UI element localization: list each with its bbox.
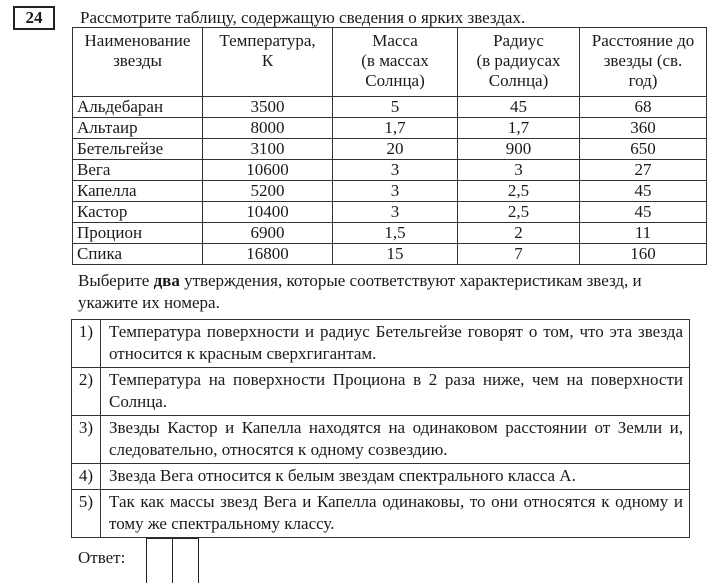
table-cell: 27 xyxy=(580,160,707,181)
answer-cell-2[interactable] xyxy=(172,538,199,583)
answer-label: Ответ: xyxy=(78,548,126,567)
table-cell: 3500 xyxy=(203,97,333,118)
column-header-line: К xyxy=(261,51,274,70)
table-cell: 3 xyxy=(333,160,458,181)
column-header-line: (в радиусах xyxy=(476,51,561,70)
column-header-line: год) xyxy=(628,71,658,90)
statements-table xyxy=(71,319,690,538)
table-row xyxy=(73,244,707,265)
column-header xyxy=(203,28,333,97)
statement-row xyxy=(72,490,690,538)
table-cell: 1,7 xyxy=(333,118,458,139)
column-header xyxy=(580,28,707,97)
statement-text: Звезда Вега относится к белым звездам спектрального класса А. xyxy=(101,464,690,490)
table-cell: 11 xyxy=(580,223,707,244)
table-row xyxy=(73,139,707,160)
star-name-cell: Вега xyxy=(73,160,203,181)
table-cell: 20 xyxy=(333,139,458,160)
statement-text: Температура на поверхности Проциона в 2 раза ниже, чем на поверхности Солнца. xyxy=(101,368,690,416)
table-cell: 45 xyxy=(458,97,580,118)
table-cell: 15 xyxy=(333,244,458,265)
star-name-cell: Капелла xyxy=(73,181,203,202)
statement-number: 1) xyxy=(72,320,101,368)
task-text-after: утверждения, которые соответствуют характеристикам звезд, и укажите их номера. xyxy=(78,271,642,312)
table-header-row xyxy=(73,28,707,97)
task-text-bold: два xyxy=(153,271,180,290)
star-name-cell: Бетельгейзе xyxy=(73,139,203,160)
table-cell: 2,5 xyxy=(458,181,580,202)
table-cell: 6900 xyxy=(203,223,333,244)
column-header-line: звезды (св. xyxy=(603,51,683,70)
column-header-line: Температура, xyxy=(219,31,316,50)
star-name-cell: Альтаир xyxy=(73,118,203,139)
star-name-cell: Альдебаран xyxy=(73,97,203,118)
table-cell: 10600 xyxy=(203,160,333,181)
column-header-line: Солнца) xyxy=(365,71,425,90)
table-cell: 5200 xyxy=(203,181,333,202)
star-name-cell: Кастор xyxy=(73,202,203,223)
table-cell: 16800 xyxy=(203,244,333,265)
statement-row xyxy=(72,368,690,416)
statement-text: Звезды Кастор и Капелла находятся на одинаковом расстоянии от Земли и, следовательно, относятся к одному созвездию. xyxy=(101,416,690,464)
stars-table xyxy=(72,27,707,265)
table-row xyxy=(73,118,707,139)
column-header xyxy=(333,28,458,97)
column-header-line: Масса xyxy=(372,31,418,50)
statement-number: 3) xyxy=(72,416,101,464)
table-cell: 45 xyxy=(580,181,707,202)
statement-row xyxy=(72,464,690,490)
task-text xyxy=(78,270,694,314)
statement-number: 5) xyxy=(72,490,101,538)
table-cell: 5 xyxy=(333,97,458,118)
table-cell: 3100 xyxy=(203,139,333,160)
table-cell: 10400 xyxy=(203,202,333,223)
table-cell: 900 xyxy=(458,139,580,160)
table-cell: 650 xyxy=(580,139,707,160)
table-cell: 68 xyxy=(580,97,707,118)
column-header-line: Солнца) xyxy=(488,71,549,90)
answer-cell-1[interactable] xyxy=(146,538,173,583)
table-cell: 8000 xyxy=(203,118,333,139)
question-number: 24 xyxy=(13,6,55,30)
column-header-line: (в массах xyxy=(361,51,429,70)
table-cell: 3 xyxy=(333,181,458,202)
table-row xyxy=(73,160,707,181)
table-cell: 2,5 xyxy=(458,202,580,223)
table-cell: 7 xyxy=(458,244,580,265)
column-header-line: Расстояние до xyxy=(591,31,695,50)
column-header xyxy=(73,28,203,97)
column-header-line: Наименование xyxy=(84,31,191,50)
table-cell: 45 xyxy=(580,202,707,223)
table-cell: 2 xyxy=(458,223,580,244)
star-name-cell: Спика xyxy=(73,244,203,265)
question-intro: Рассмотрите таблицу, содержащую сведения о ярких звездах. xyxy=(80,8,526,27)
table-row xyxy=(73,97,707,118)
statement-row xyxy=(72,416,690,464)
statement-text: Так как массы звезд Вега и Капелла одинаковы, то они относятся к одному и тому же спектральному классу. xyxy=(101,490,690,538)
column-header-line: звезды xyxy=(113,51,162,70)
table-cell: 1,7 xyxy=(458,118,580,139)
table-cell: 1,5 xyxy=(333,223,458,244)
table-cell: 3 xyxy=(458,160,580,181)
statement-number: 4) xyxy=(72,464,101,490)
column-header xyxy=(458,28,580,97)
star-name-cell: Процион xyxy=(73,223,203,244)
table-row xyxy=(73,202,707,223)
table-cell: 160 xyxy=(580,244,707,265)
statement-row xyxy=(72,320,690,368)
table-row xyxy=(73,223,707,244)
table-cell: 3 xyxy=(333,202,458,223)
table-cell: 360 xyxy=(580,118,707,139)
statement-number: 2) xyxy=(72,368,101,416)
task-text-before: Выберите xyxy=(78,271,154,290)
statement-text: Температура поверхности и радиус Бетельгейзе говорят о том, что эта звезда относится к красным сверхгигантам. xyxy=(101,320,690,368)
column-header-line: Радиус xyxy=(493,31,544,50)
table-row xyxy=(73,181,707,202)
